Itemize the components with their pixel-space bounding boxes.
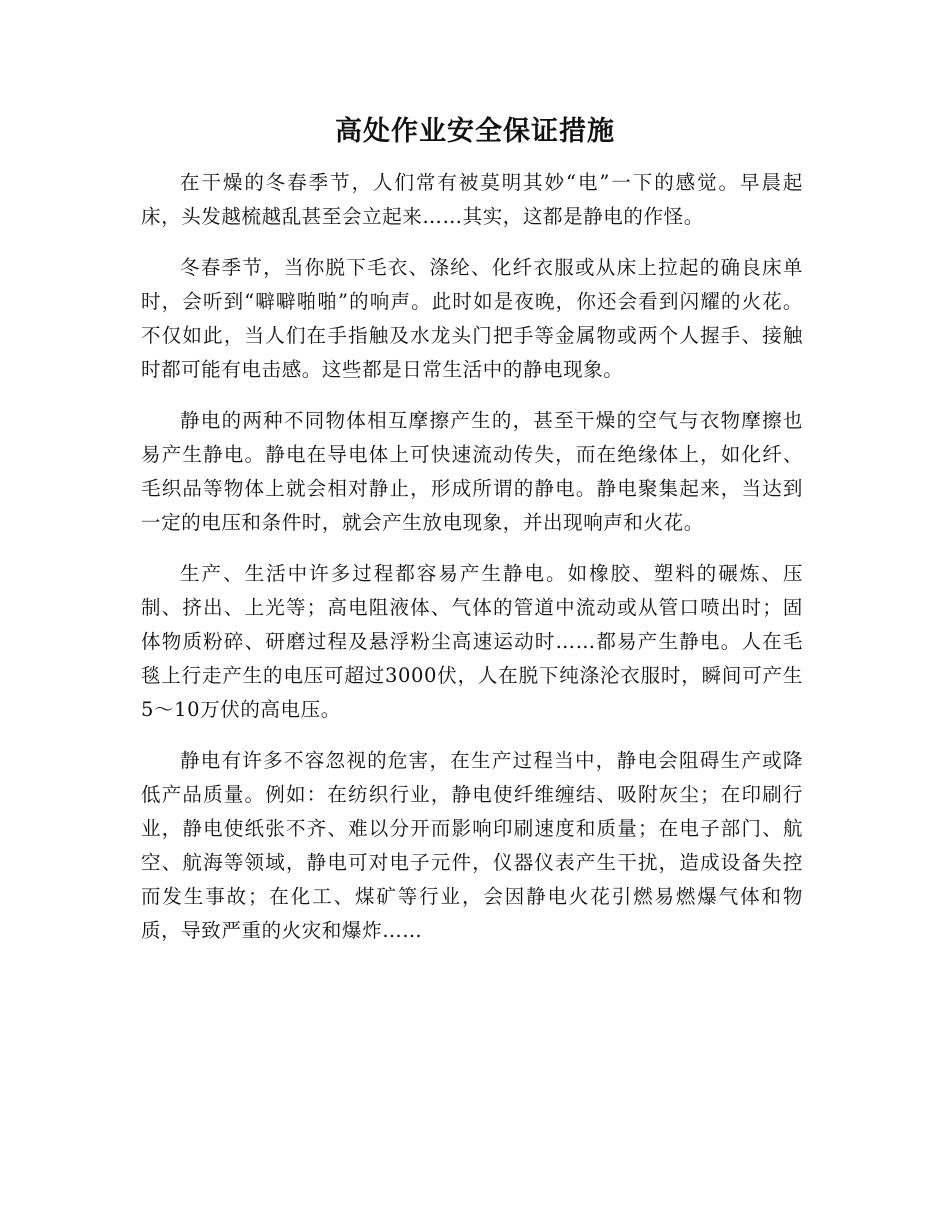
paragraph: 静电的两种不同物体相互摩擦产生的，甚至干燥的空气与衣物摩擦也易产生静电。静电在导电体上可快速流动传失，而在绝缘体上，如化纤、毛织品等物体上就会相对静止，形成所谓的静电。静电聚集起来，当达到一定的电压和条件时，就会产生放电现象，并出现响声和火花。 xyxy=(141,409,803,534)
document-title: 高处作业安全保证措施 xyxy=(335,116,615,147)
paragraph: 冬春季节，当你脱下毛衣、涤纶、化纤衣服或从床上拉起的确良床单时，会听到“噼噼啪啪”的响声。此时如是夜晚，你还会看到闪耀的火花。不仅如此，当人们在手指触及水龙头门把手等金属物或两个人握手、接触时都可能有电击感。这些都是日常生活中的静电现象。 xyxy=(141,256,803,381)
paragraph: 生产、生活中许多过程都容易产生静电。如橡胶、塑料的碾炼、压制、挤出、上光等；高电阻液体、气体的管道中流动或从管口喷出时；固体物质粉碎、研磨过程及悬浮粉尘高速运动时……都易产生静电。人在毛毯上行走产生的电压可超过3000伏，人在脱下纯涤沦衣服时，瞬间可产生5～10万伏的高电压。 xyxy=(141,562,803,721)
paragraph: 在干燥的冬春季节，人们常有被莫明其妙“电”一下的感觉。早晨起床，头发越梳越乱甚至会立起来……其实，这都是静电的作怪。 xyxy=(141,171,803,228)
paragraph: 静电有许多不容忽视的危害，在生产过程当中，静电会阻碍生产或降低产品质量。例如：在纺织行业，静电使纤维缠结、吸附灰尘；在印刷行业，静电使纸张不齐、难以分开而影响印刷速度和质量；在电子部门、航空、航海等领域，静电可对电子元件，仪器仪表产生干扰，造成设备失控而发生事故；在化工、煤矿等行业，会因静电火花引燃易燃爆气体和物质，导致严重的火灾和爆炸…… xyxy=(141,749,803,942)
document-body xyxy=(141,166,803,965)
